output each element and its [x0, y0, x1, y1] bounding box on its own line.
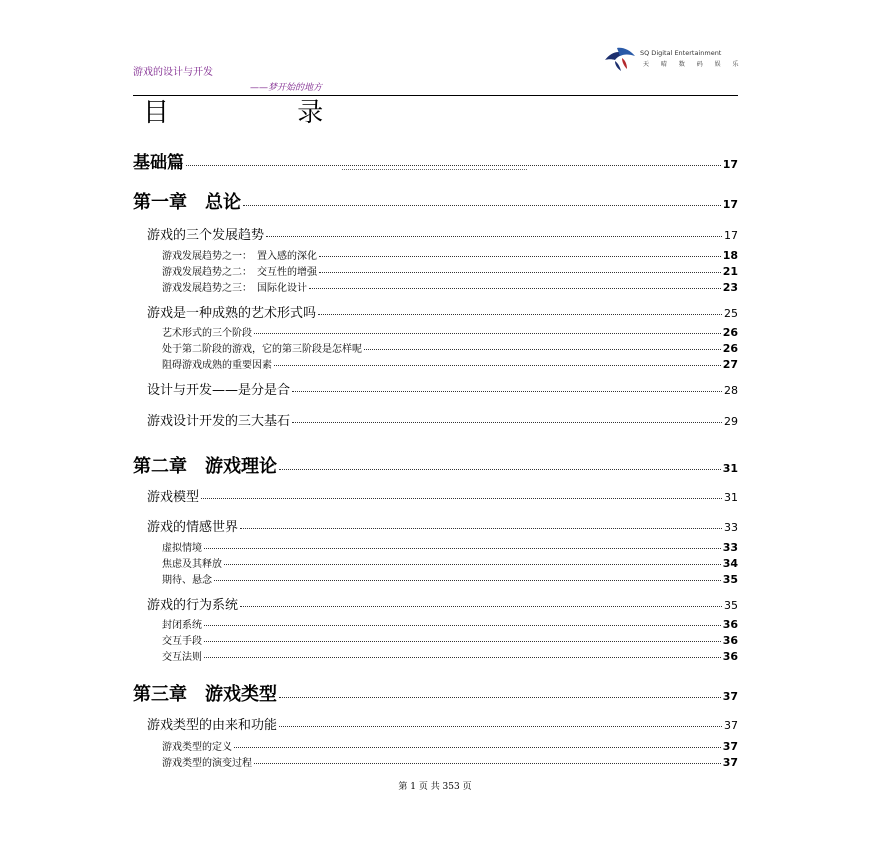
dot-leader — [214, 580, 721, 581]
toc-entry[interactable] — [162, 279, 738, 294]
toc-entry[interactable] — [133, 188, 738, 214]
toc-entry-label: 虚拟情境 — [162, 543, 202, 554]
toc-entry[interactable] — [162, 571, 738, 586]
dot-leader — [292, 422, 722, 423]
toc-entry-page: 29 — [724, 415, 738, 428]
toc-entry-label: 交互手段 — [162, 636, 202, 647]
dot-leader — [240, 606, 722, 607]
toc-entry[interactable] — [147, 410, 738, 429]
toc-entry-label: 艺术形式的三个阶段 — [162, 328, 252, 339]
toc-entry[interactable] — [133, 148, 738, 173]
dot-leader — [279, 697, 721, 698]
dot-leader — [292, 391, 722, 392]
toc-entry[interactable] — [133, 680, 738, 706]
toc-entry-page: 18 — [722, 249, 738, 262]
toc-entry-page: 31 — [724, 491, 738, 504]
toc-entry-label: 阻碍游戏成熟的重要因素 — [162, 360, 272, 371]
toc-entry-page: 37 — [722, 740, 738, 753]
toc-entry-page: 37 — [724, 719, 738, 732]
toc-entry[interactable] — [147, 516, 738, 535]
toc-entry[interactable] — [133, 452, 738, 478]
dot-leader — [204, 625, 721, 626]
toc-entry-page: 34 — [722, 557, 738, 570]
dot-leader — [318, 314, 722, 315]
toc-entry-label: 游戏发展趋势之三： 国际化设计 — [162, 283, 307, 294]
toc-entry-label: 游戏发展趋势之二： 交互性的增强 — [162, 267, 317, 278]
toc-entry[interactable] — [162, 616, 738, 631]
header-title: 游戏的设计与开发 — [133, 67, 213, 78]
toc-entry-page: 37 — [722, 690, 738, 703]
toc-entry-label: 基础篇 — [133, 153, 184, 173]
toc-entry-label: 第三章 游戏类型 — [133, 684, 277, 705]
dot-leader — [240, 528, 722, 529]
toc-entry[interactable] — [162, 539, 738, 554]
toc-entry[interactable] — [147, 594, 738, 613]
toc-entry-page: 23 — [722, 281, 738, 294]
toc-heading: 目 录 — [143, 98, 384, 128]
dot-leader — [364, 349, 721, 350]
toc-entry-label: 游戏的情感世界 — [147, 520, 239, 535]
toc-entry[interactable] — [162, 324, 738, 339]
toc-entry-page: 31 — [722, 462, 738, 475]
dot-leader — [309, 288, 721, 289]
toc-entry-page: 36 — [722, 618, 738, 631]
dot-leader — [319, 256, 721, 257]
toc-entry-label: 游戏的三个发展趋势 — [147, 228, 265, 243]
dot-leader — [266, 236, 722, 237]
toc-entry-page: 25 — [724, 307, 738, 320]
logo-chinese-text: 天 晴 数 码 娱 乐 — [643, 61, 744, 68]
toc-entry-page: 35 — [724, 599, 738, 612]
toc-entry-label: 焦虑及其释放 — [162, 559, 222, 570]
toc-entry[interactable] — [162, 356, 738, 371]
toc-entry-label: 游戏类型的演变过程 — [162, 758, 252, 769]
toc-entry-label: 游戏设计开发的三大基石 — [147, 414, 291, 429]
dot-leader — [204, 548, 721, 549]
page-footer: 第 1 页 共 353 页 — [398, 782, 472, 792]
toc-entry-page: 26 — [722, 326, 738, 339]
toc-entry[interactable] — [162, 247, 738, 262]
toc-entry-label: 交互法则 — [162, 652, 202, 663]
dot-leader — [201, 498, 722, 499]
toc-entry[interactable] — [162, 648, 738, 663]
toc-entry-page: 28 — [724, 384, 738, 397]
toc-entry-label: 游戏类型的定义 — [162, 742, 232, 753]
toc-entry[interactable] — [162, 738, 738, 753]
toc-entry-label: 游戏模型 — [147, 490, 200, 505]
toc-entry-page: 17 — [724, 229, 738, 242]
toc-entry-page: 35 — [722, 573, 738, 586]
dot-leader — [243, 205, 721, 206]
toc-entry[interactable] — [162, 263, 738, 278]
toc-entry-label: 第二章 游戏理论 — [133, 456, 277, 477]
dot-leader — [279, 726, 722, 727]
toc-entry[interactable] — [162, 632, 738, 647]
toc-entry[interactable] — [162, 754, 738, 769]
toc-entry[interactable] — [147, 379, 738, 398]
toc-entry-label: 封闭系统 — [162, 620, 202, 631]
toc-entry-label: 游戏发展趋势之一： 置入感的深化 — [162, 251, 317, 262]
toc-entry-page: 27 — [722, 358, 738, 371]
toc-entry-page: 21 — [722, 265, 738, 278]
dot-leader — [274, 365, 721, 366]
dot-leader — [254, 763, 721, 764]
toc-entry-label: 游戏的行为系统 — [147, 598, 239, 613]
dot-leader — [234, 747, 721, 748]
company-logo — [603, 46, 744, 72]
toc-entry-page: 17 — [722, 158, 738, 171]
toc-entry-label: 游戏是一种成熟的艺术形式吗 — [147, 306, 317, 321]
dot-leader — [254, 333, 721, 334]
dot-leader — [224, 564, 721, 565]
toc-entry-label: 第一章 总论 — [133, 192, 241, 213]
dot-leader — [186, 165, 721, 166]
toc-entry[interactable] — [147, 486, 738, 505]
header-subtitle: ——梦开始的地方 — [250, 83, 323, 93]
toc-entry[interactable] — [147, 714, 738, 733]
toc-entry[interactable] — [147, 302, 738, 321]
dot-leader — [319, 272, 721, 273]
dot-leader — [279, 469, 721, 470]
toc-entry-page: 17 — [722, 198, 738, 211]
sq-bird-logo-icon — [603, 46, 637, 72]
toc-entry-page: 26 — [722, 342, 738, 355]
toc-entry-page: 33 — [722, 541, 738, 554]
toc-entry-label: 设计与开发——是分是合 — [147, 383, 291, 398]
toc-entry-page: 36 — [722, 634, 738, 647]
toc-entry-label: 游戏类型的由来和功能 — [147, 718, 278, 733]
toc-entry[interactable] — [162, 340, 738, 355]
toc-entry-page: 33 — [724, 521, 738, 534]
toc-entry-label: 期待、悬念 — [162, 575, 212, 586]
logo-english-text: SQ Digital Entertainment — [640, 49, 722, 57]
toc-entry-page: 37 — [722, 756, 738, 769]
toc-entry[interactable] — [147, 224, 738, 243]
toc-entry-label: 处于第二阶段的游戏，它的第三阶段是怎样呢 — [162, 344, 362, 355]
dot-leader — [204, 641, 721, 642]
toc-entry-page: 36 — [722, 650, 738, 663]
dot-leader — [204, 657, 721, 658]
toc-entry[interactable] — [162, 555, 738, 570]
